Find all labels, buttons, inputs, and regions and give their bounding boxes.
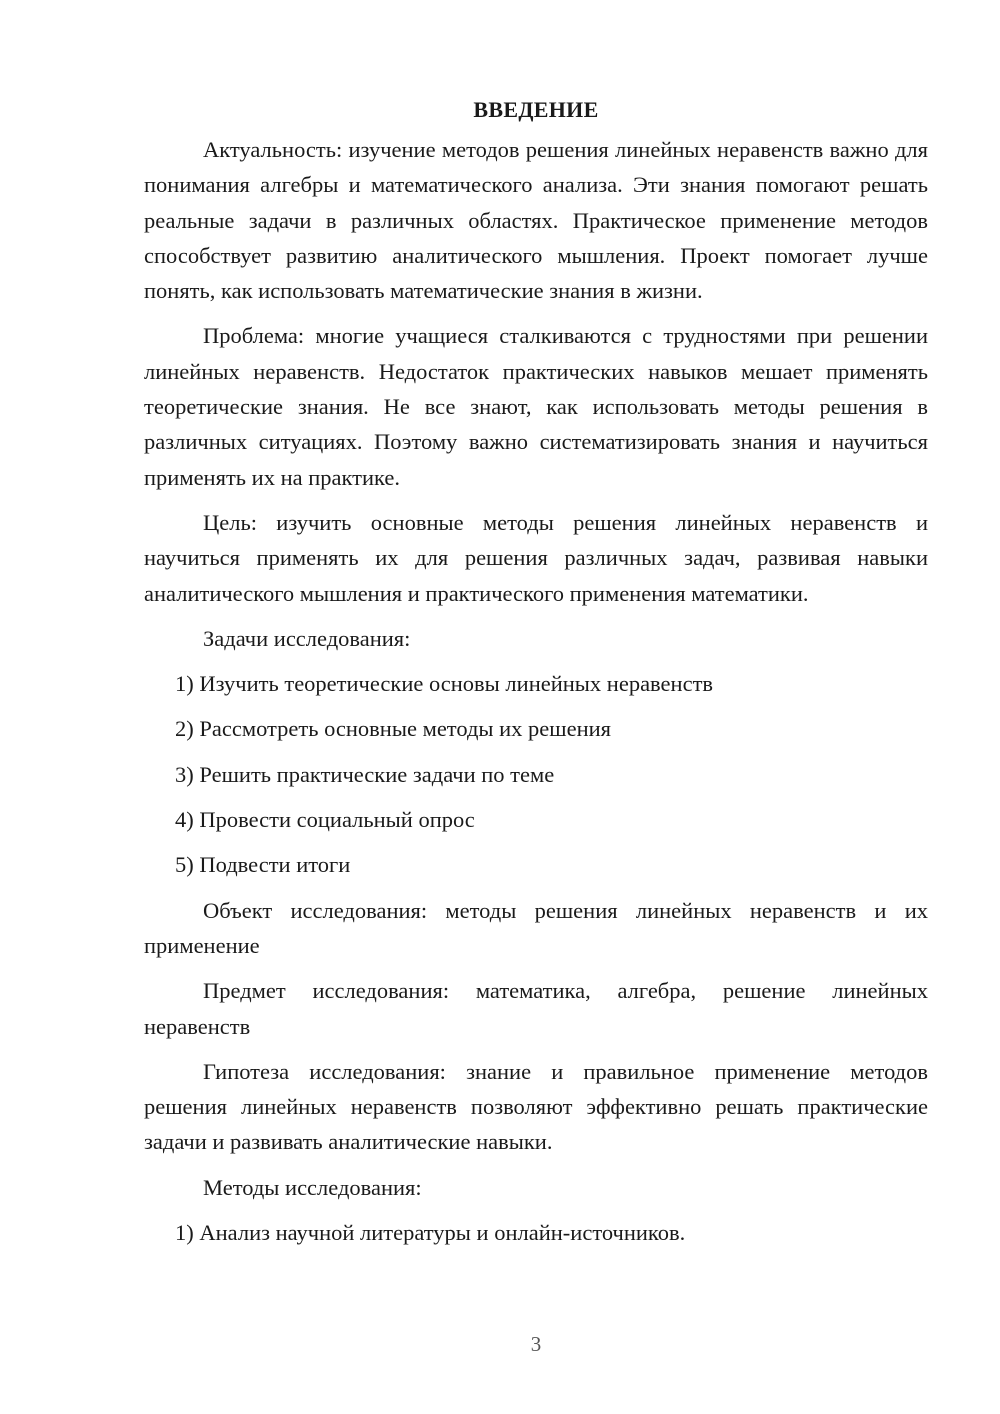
hypothesis-paragraph: Гипотеза исследования: знание и правильное применение методов решения линейных неравенств позволяют эффективно решать практические задачи и развивать аналитические навыки. bbox=[144, 1058, 928, 1155]
list-item: 3) Решить практические задачи по теме bbox=[175, 761, 555, 787]
list-item: 5) Подвести итоги bbox=[175, 852, 351, 878]
subject-paragraph: Предмет исследования: математика, алгебра, решение линейных неравенств bbox=[144, 978, 928, 1039]
tasks-list bbox=[144, 666, 928, 882]
problem-paragraph: Проблема: многие учащиеся сталкиваются с трудностями при решении линейных неравенств. Недостаток практических навыков мешает применять теоретические знания. Не все знают, как использовать методы решения в различных ситуациях. Поэтому важно систематизировать знания и научиться применять их на практике. bbox=[144, 323, 928, 490]
object-paragraph: Объект исследования: методы решения линейных неравенств и их применение bbox=[144, 897, 928, 958]
page-number: 3 bbox=[530, 1332, 542, 1356]
relevance-paragraph: Актуальность: изучение методов решения линейных неравенств важно для понимания алгебры и математического анализа. Эти знания помогают решать реальные задачи в различных областях. Практическое применение методов способствует развитию аналитического мышления. Проект помогает лучше понять, как использовать математические знания в жизни. bbox=[144, 137, 928, 304]
methods-list bbox=[144, 1215, 928, 1250]
list-item: 4) Провести социальный опрос bbox=[175, 807, 475, 833]
list-item: 1) Изучить теоретические основы линейных неравенств bbox=[175, 671, 714, 697]
document-page bbox=[144, 92, 928, 1260]
goal-paragraph: Цель: изучить основные методы решения линейных неравенств и научиться применять их для решения различных задач, развивая навыки аналитического мышления и практического применения математики. bbox=[144, 509, 928, 606]
methods-heading: Методы исследования: bbox=[203, 1174, 422, 1200]
section-title: ВВЕДЕНИЕ bbox=[473, 97, 599, 122]
tasks-heading: Задачи исследования: bbox=[203, 625, 411, 651]
list-item: 2) Рассмотреть основные методы их решения bbox=[175, 716, 612, 742]
list-item: 1) Анализ научной литературы и онлайн-источников. bbox=[175, 1220, 686, 1246]
